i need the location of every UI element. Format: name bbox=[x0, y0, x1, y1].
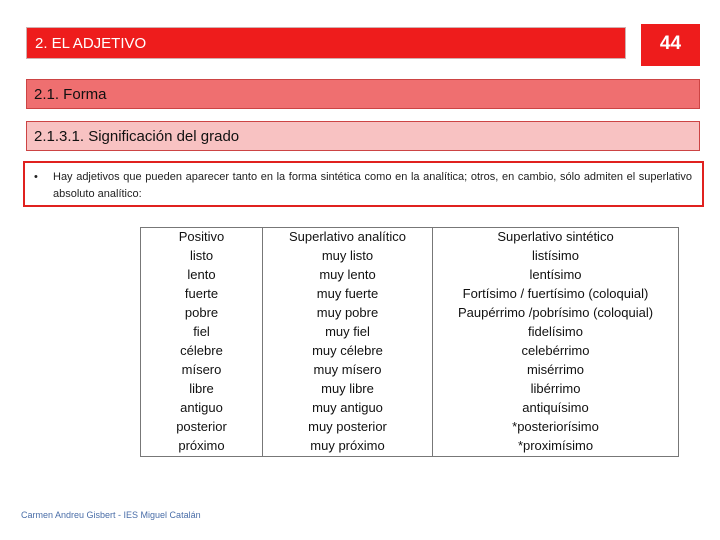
cell-analitico: muy pobre bbox=[263, 304, 433, 323]
note-text: Hay adjetivos que pueden aparecer tanto en la forma sintética como en la analítica; otros, en cambio, sólo admiten el superlativo absoluto analítico: bbox=[53, 171, 692, 200]
adjective-grade-table bbox=[140, 227, 679, 457]
cell-positivo: célebre bbox=[141, 342, 263, 361]
note-box bbox=[23, 161, 704, 207]
cell-analitico: muy fuerte bbox=[263, 285, 433, 304]
cell-positivo: antiguo bbox=[141, 399, 263, 418]
footer-credit: Carmen Andreu Gisbert - IES Miguel Catalán bbox=[21, 510, 201, 520]
table-row bbox=[141, 437, 679, 457]
cell-analitico: muy fiel bbox=[263, 323, 433, 342]
cell-positivo: fuerte bbox=[141, 285, 263, 304]
cell-positivo: próximo bbox=[141, 437, 263, 457]
page-number: 44 bbox=[641, 24, 700, 66]
table-row bbox=[141, 304, 679, 323]
cell-sintetico: listísimo bbox=[433, 247, 679, 266]
cell-analitico: muy listo bbox=[263, 247, 433, 266]
table-row bbox=[141, 399, 679, 418]
cell-analitico: muy mísero bbox=[263, 361, 433, 380]
table-row bbox=[141, 361, 679, 380]
header-superlativo-analitico: Superlativo analítico bbox=[263, 228, 433, 248]
cell-analitico: muy lento bbox=[263, 266, 433, 285]
header-superlativo-sintetico: Superlativo sintético bbox=[433, 228, 679, 248]
cell-analitico: muy antiguo bbox=[263, 399, 433, 418]
table-row bbox=[141, 247, 679, 266]
cell-sintetico: Fortísimo / fuertísimo (coloquial) bbox=[433, 285, 679, 304]
cell-sintetico: lentísimo bbox=[433, 266, 679, 285]
cell-analitico: muy próximo bbox=[263, 437, 433, 457]
cell-analitico: muy célebre bbox=[263, 342, 433, 361]
cell-positivo: libre bbox=[141, 380, 263, 399]
cell-positivo: pobre bbox=[141, 304, 263, 323]
header-positivo: Positivo bbox=[141, 228, 263, 248]
cell-analitico: muy libre bbox=[263, 380, 433, 399]
table-row bbox=[141, 418, 679, 437]
cell-sintetico: Paupérrimo /pobrísimo (coloquial) bbox=[433, 304, 679, 323]
cell-positivo: fiel bbox=[141, 323, 263, 342]
cell-analitico: muy posterior bbox=[263, 418, 433, 437]
slide-title: 2. EL ADJETIVO bbox=[26, 27, 626, 59]
cell-positivo: lento bbox=[141, 266, 263, 285]
section-forma-heading: 2.1. Forma bbox=[26, 79, 700, 109]
table-row bbox=[141, 266, 679, 285]
cell-positivo: listo bbox=[141, 247, 263, 266]
table-row bbox=[141, 342, 679, 361]
cell-sintetico: celebérrimo bbox=[433, 342, 679, 361]
cell-sintetico: fidelísimo bbox=[433, 323, 679, 342]
bullet-marker: • bbox=[34, 171, 38, 183]
cell-sintetico: *proximísimo bbox=[433, 437, 679, 457]
cell-positivo: posterior bbox=[141, 418, 263, 437]
cell-sintetico: libérrimo bbox=[433, 380, 679, 399]
table-row bbox=[141, 285, 679, 304]
cell-positivo: mísero bbox=[141, 361, 263, 380]
cell-sintetico: misérrimo bbox=[433, 361, 679, 380]
cell-sintetico: *posteriorísimo bbox=[433, 418, 679, 437]
table-row bbox=[141, 323, 679, 342]
section-grado-heading: 2.1.3.1. Significación del grado bbox=[26, 121, 700, 151]
table-header-row bbox=[141, 228, 679, 248]
table-row bbox=[141, 380, 679, 399]
cell-sintetico: antiquísimo bbox=[433, 399, 679, 418]
